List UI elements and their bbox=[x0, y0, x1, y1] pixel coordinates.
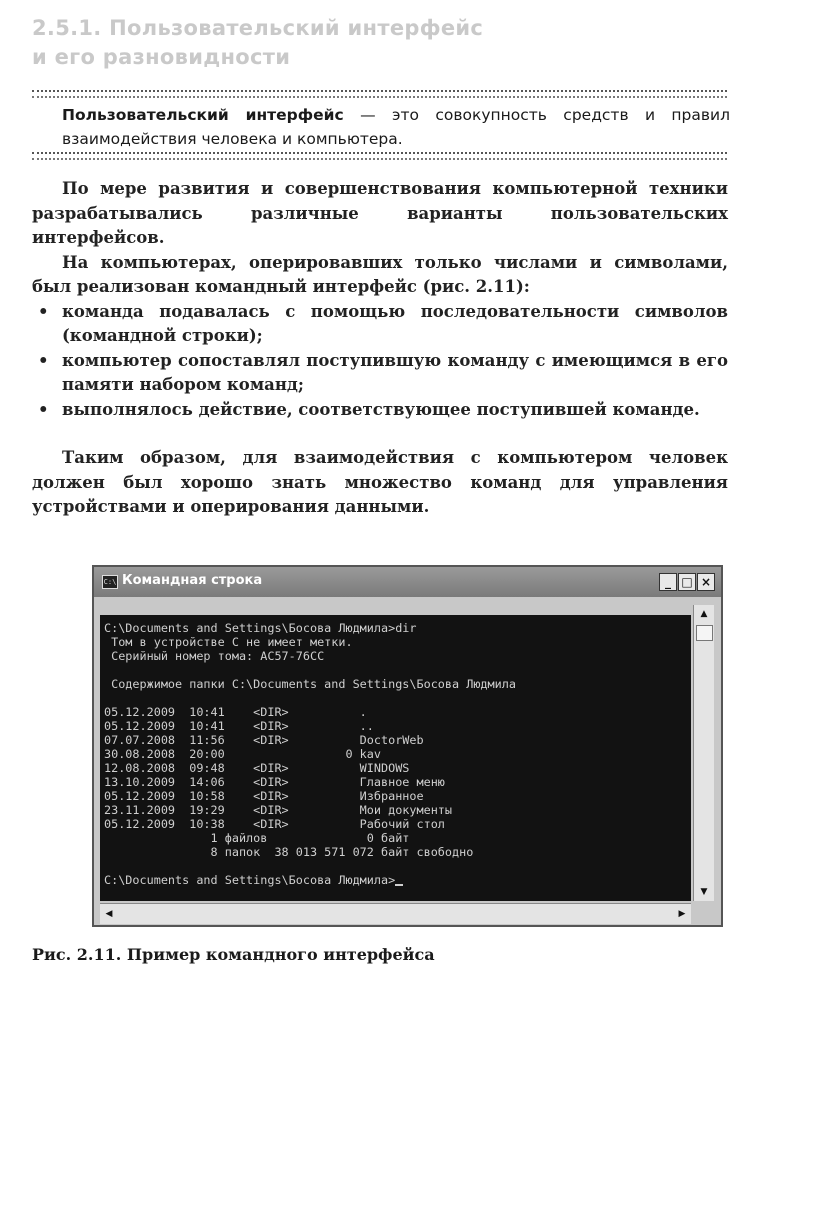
bullet-item: • компьютер сопоставлял поступившую команду с имеющимся в его памяти набором команд; bbox=[32, 349, 728, 398]
console-output[interactable] bbox=[100, 615, 691, 901]
paragraph-2-after: (рис. 2.11): bbox=[416, 277, 530, 296]
figure-caption-text: Пример командного интерфейса bbox=[121, 945, 435, 964]
console-line: 13.10.2009 14:06 <DIR> Главное меню bbox=[104, 775, 445, 789]
section-heading bbox=[32, 14, 483, 72]
vertical-scroll-thumb[interactable] bbox=[696, 625, 713, 641]
maximize-button[interactable]: □ bbox=[678, 573, 696, 591]
console-title: Командная строка bbox=[122, 573, 263, 588]
console-line: Том в устройстве C не имеет метки. bbox=[104, 635, 353, 649]
minimize-button[interactable]: _ bbox=[659, 573, 677, 591]
paragraph-2-bold: командный интерфейс bbox=[195, 277, 417, 296]
definition-top-rule bbox=[32, 90, 727, 98]
figure-caption bbox=[32, 945, 435, 964]
paragraph-3: Таким образом, для взаимодействия с компьютером человек должен был хорошо знать множество команд для управления устройствами и оперирования данными. bbox=[32, 448, 728, 516]
console-prompt-line[interactable] bbox=[104, 873, 403, 887]
scroll-right-arrow-icon[interactable]: ▶ bbox=[678, 909, 686, 919]
horizontal-scrollbar[interactable] bbox=[100, 903, 691, 924]
vertical-scrollbar[interactable] bbox=[693, 605, 714, 901]
paragraph-2-before: На компьютерах, оперировавших только числами и символами, был реализован bbox=[32, 252, 728, 296]
body-text bbox=[32, 177, 728, 520]
paragraph-2 bbox=[32, 251, 728, 300]
console-line: 05.12.2009 10:58 <DIR> Избранное bbox=[104, 789, 424, 803]
scroll-down-arrow-icon[interactable]: ▼ bbox=[700, 887, 708, 897]
console-title-bar[interactable] bbox=[94, 567, 721, 597]
paragraph-1: По мере развития и совершенствования компьютерной техники разрабатывались различные варианты пользовательских интерфейсов. bbox=[32, 179, 728, 247]
definition-text: — это совокупность средств и правил взаимодействия человека и компьютера. bbox=[62, 106, 730, 148]
cmd-icon: C:\ bbox=[102, 575, 118, 589]
bullet-list bbox=[32, 300, 728, 423]
console-line: 12.08.2008 09:48 <DIR> WINDOWS bbox=[104, 761, 410, 775]
console-line: Серийный номер тома: AC57-76CC bbox=[104, 649, 325, 663]
text-cursor bbox=[395, 884, 403, 886]
console-line: 05.12.2009 10:41 <DIR> .. bbox=[104, 719, 374, 733]
console-line: 05.12.2009 10:41 <DIR> . bbox=[104, 705, 367, 719]
bullet-item: • команда подавалась с помощью последовательности символов (командной строки); bbox=[32, 300, 728, 349]
close-button[interactable]: × bbox=[697, 573, 715, 591]
console-line: Содержимое папки C:\Documents and Settings\Босова Людмила bbox=[104, 677, 516, 691]
console-line: 07.07.2008 11:56 <DIR> DoctorWeb bbox=[104, 733, 424, 747]
bullet-item: • выполнялось действие, соответствующее поступившей команде. bbox=[32, 398, 728, 423]
console-line: 23.11.2009 19:29 <DIR> Мои документы bbox=[104, 803, 453, 817]
console-line: 1 файлов 0 байт bbox=[104, 831, 410, 845]
scroll-left-arrow-icon[interactable]: ◀ bbox=[105, 909, 113, 919]
definition-bottom-rule bbox=[32, 152, 727, 160]
definition-box bbox=[62, 103, 730, 151]
console-window bbox=[92, 565, 723, 927]
console-line: 05.12.2009 10:38 <DIR> Рабочий стол bbox=[104, 817, 445, 831]
console-prompt: C:\Documents and Settings\Босова Людмила> bbox=[104, 873, 396, 887]
figure-label: Рис. 2.11. bbox=[32, 945, 122, 964]
console-line: 8 папок 38 013 571 072 байт свободно bbox=[104, 845, 474, 859]
console-line: 30.08.2008 20:00 0 kav bbox=[104, 747, 381, 761]
scroll-up-arrow-icon[interactable]: ▲ bbox=[700, 609, 708, 619]
section-heading-line-2: и его разновидности bbox=[32, 45, 291, 69]
section-heading-line-1: 2.5.1. Пользовательский интерфейс bbox=[32, 16, 484, 40]
console-line: C:\Documents and Settings\Босова Людмила>dir bbox=[104, 621, 417, 635]
definition-term: Пользовательский интерфейс bbox=[62, 106, 344, 124]
